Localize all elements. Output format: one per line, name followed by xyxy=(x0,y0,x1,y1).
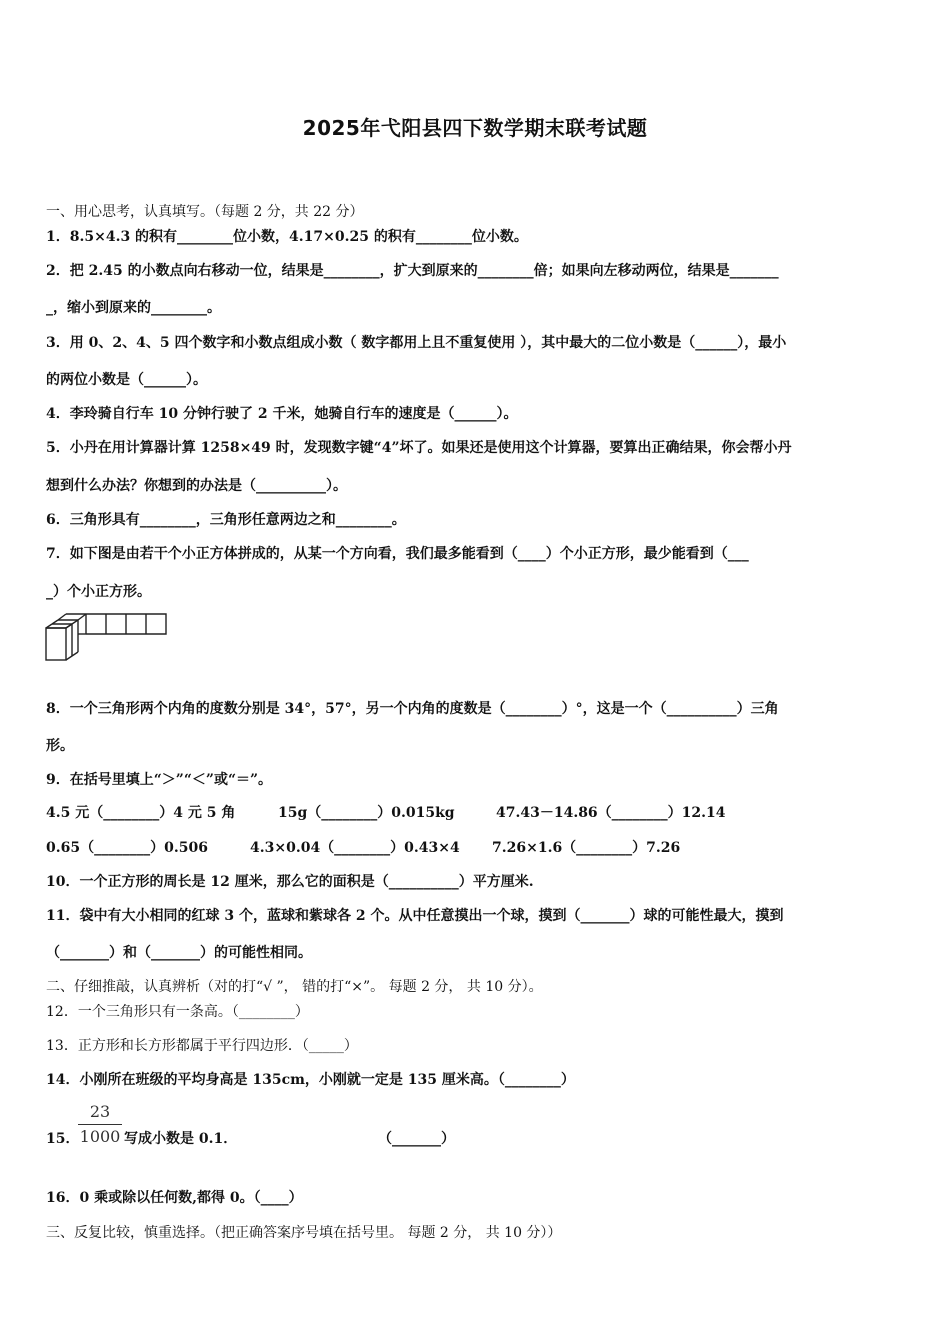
question-13: 13．正方形和长方形都属于平行四边形．（_____） xyxy=(46,1038,358,1054)
question-6: 6．三角形具有________，三角形任意两边之和________。 xyxy=(46,512,406,528)
question-7-line-2: _）个小正方形。 xyxy=(46,584,151,600)
question-3-line-1: 3．用 0、2、4、5 四个数字和小数点组成小数（ 数字都用上且不重复使用 ），其中最大的二位小数是（______），最小 xyxy=(46,335,787,351)
fraction-23-over-1000 xyxy=(78,1102,122,1147)
cube-figure xyxy=(44,610,174,664)
question-7-line-1: 7．如下图是由若干个小正方体拼成的，从某一个方向看，我们最多能看到（____）个小正方形，最少能看到（___ xyxy=(46,546,749,562)
q9-row2-item-2: 4.3×0.04（________）0.43×4 xyxy=(250,840,460,856)
question-16: 16．0 乘或除以任何数,都得 0。（____） xyxy=(46,1190,303,1206)
q9-row1-item-2: 15g（________）0.015kg xyxy=(278,805,455,821)
section-1-heading: 一、用心思考，认真填写。（每题 2 分，共 22 分） xyxy=(46,204,364,220)
question-8-line-2: 形。 xyxy=(46,738,74,754)
section-3-heading: 三、反复比较，慎重选择。（把正确答案序号填在括号里。 每题 2 分， 共 10 分）） xyxy=(46,1225,562,1241)
section-2-heading: 二、仔细推敲，认真辨析（对的打“√ ”， 错的打“×”。 每题 2 分， 共 10 分）。 xyxy=(46,979,543,995)
question-11-line-1: 11．袋中有大小相同的红球 3 个，蓝球和紫球各 2 个。从中任意摸出一个球，摸到（_______）球的可能性最大，摸到 xyxy=(46,908,784,924)
question-15-text: 写成小数是 0.1． xyxy=(124,1131,238,1147)
question-3-line-2: 的两位小数是（______）。 xyxy=(46,372,207,388)
question-11-line-2: （_______）和（_______）的可能性相同。 xyxy=(46,945,312,961)
question-5-line-2: 想到什么办法？你想到的办法是（__________）。 xyxy=(46,478,347,494)
fraction-denominator: 1000 xyxy=(79,1127,121,1146)
question-15-blank: （_______） xyxy=(378,1131,455,1147)
question-12: 12．一个三角形只有一条高。（________） xyxy=(46,1004,309,1020)
fraction-bar xyxy=(78,1124,122,1125)
q9-row1-item-3: 47.43－14.86（________）12.14 xyxy=(496,805,726,821)
q9-row1-item-1: 4.5 元（________）4 元 5 角 xyxy=(46,805,236,821)
fraction-numerator: 23 xyxy=(89,1102,111,1121)
q9-row2-item-1: 0.65（________）0.506 xyxy=(46,840,208,856)
question-1: 1．8.5×4.3 的积有________位小数，4.17×0.25 的积有________位小数。 xyxy=(46,229,528,245)
question-15-number: 15． xyxy=(46,1131,80,1147)
question-4: 4．李玲骑自行车 10 分钟行驶了 2 千米，她骑自行车的速度是（______）。 xyxy=(46,406,518,422)
question-8-line-1: 8．一个三角形两个内角的度数分别是 34°，57°，另一个内角的度数是（________）°，这是一个（__________）三角 xyxy=(46,701,779,717)
question-14: 14．小刚所在班级的平均身高是 135cm，小刚就一定是 135 厘米高。（________） xyxy=(46,1072,575,1088)
question-10: 10．一个正方形的周长是 12 厘米，那么它的面积是（__________）平方厘米. xyxy=(46,874,534,890)
question-2-line-2: _，缩小到原来的________。 xyxy=(46,300,221,316)
q9-row2-item-3: 7.26×1.6（________）7.26 xyxy=(492,840,681,856)
question-5-line-1: 5．小丹在用计算器计算 1258×49 时，发现数字键“4”坏了。如果还是使用这个计算器，要算出正确结果，你会帮小丹 xyxy=(46,440,792,456)
question-9: 9．在括号里填上“＞”“＜”或“＝”。 xyxy=(46,772,273,788)
page-title: 2025年弋阳县四下数学期末联考试题 xyxy=(302,116,648,140)
question-2-line-1: 2．把 2.45 的小数点向右移动一位，结果是________，扩大到原来的________倍；如果向左移动两位，结果是_______ xyxy=(46,263,779,279)
